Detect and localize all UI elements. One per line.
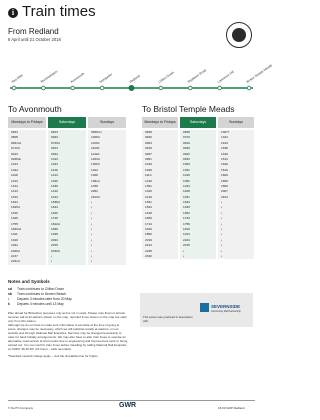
departure-time: 1652 [183, 210, 190, 215]
departure-time: • [91, 243, 93, 248]
departure-time: 2144 [145, 243, 152, 248]
departure-time: 1044 [51, 162, 58, 167]
departure-time: 1320 [145, 189, 152, 194]
route-stop-marker [159, 86, 163, 90]
departure-time: 1308 [91, 173, 98, 178]
departure-time: 1913 [183, 232, 190, 237]
departure-time: 2019 [145, 237, 152, 242]
departure-time: 1203d [91, 156, 100, 161]
departure-time: 1340 [51, 178, 58, 183]
departure-time: 0943 [51, 135, 58, 140]
departure-time: 0710d [11, 146, 20, 151]
route-stop-label: Montpelier [98, 72, 114, 84]
departure-time: 1013 [51, 156, 58, 161]
departure-time: 1809 [221, 183, 228, 188]
note-item: cd Train continues to Clifton Down [8, 287, 64, 291]
departure-time: 0723 [183, 135, 190, 140]
right-header-sat: Saturdays [180, 117, 216, 128]
departure-time: • [91, 259, 93, 264]
route-stop-marker [129, 85, 134, 90]
page-title: Train times [22, 3, 96, 20]
departure-time: • [91, 227, 93, 232]
departure-time: 1213 [51, 173, 58, 178]
route-stop-marker [42, 86, 46, 90]
route-stop-label: Bristol Temple Meads [245, 63, 273, 84]
departure-time: • [221, 210, 223, 215]
departure-time: 2231d [11, 259, 20, 264]
severnside-logo-icon [200, 303, 209, 312]
departure-time: 0634 [11, 130, 18, 134]
departure-time: 1733 [183, 216, 190, 221]
departure-time: 1003 [183, 162, 190, 167]
notes-title: Notes and Symbols [8, 279, 50, 284]
departure-time: 1626 [221, 162, 228, 167]
departure-time: 2224 [183, 237, 190, 242]
left-mf-column [8, 130, 46, 265]
departure-time: 1634 [183, 200, 190, 205]
departure-time: • [91, 232, 93, 237]
departure-time: • [51, 259, 53, 264]
right-sat-column [180, 130, 216, 259]
departure-time: 1451 [183, 194, 190, 199]
departure-time: • [91, 253, 93, 258]
sponsor-logo-subtext: Community Rail Partnership [211, 310, 241, 313]
departure-time: 1618 [145, 210, 152, 215]
departure-time: • [221, 232, 223, 237]
departure-time: • [183, 253, 185, 258]
departure-time: 1944 [11, 243, 18, 248]
footer-left: © NorTh Company [8, 406, 34, 410]
departure-time: 1019 [145, 162, 152, 167]
departure-time: 1443 [221, 140, 228, 145]
departure-time: 1839 [51, 227, 58, 232]
departure-time: 1945 [51, 232, 58, 237]
departure-time: 0944 [51, 151, 58, 156]
gwr-logo: GWR [119, 402, 137, 409]
departure-time: 1404 [91, 167, 98, 172]
departure-time: 1408 [183, 189, 190, 194]
left-header-sun: Sundays [88, 117, 126, 128]
departure-time: 1911 [11, 232, 18, 237]
departure-time: 1142d [91, 151, 100, 156]
departure-time: 1319 [145, 178, 152, 183]
departure-time: 2103d [91, 194, 100, 199]
departure-time: 1381d [91, 178, 100, 183]
right-section-heading: To Bristol Temple Meads [142, 104, 235, 114]
departure-time: 2103 [221, 194, 228, 199]
route-stop-label: Lawrence Hill [216, 69, 235, 84]
departure-time: 1426 [221, 151, 228, 156]
departure-time: • [221, 216, 223, 221]
departure-time: 1307f [221, 130, 229, 134]
departure-time: 1714 [145, 221, 152, 226]
date-range: 8 April until 21 October 2018 [8, 37, 61, 42]
departure-time: • [221, 248, 223, 253]
departure-time: 2238 [145, 248, 152, 253]
departure-time: 1625d [11, 205, 20, 210]
departure-time: 1419 [145, 194, 152, 199]
info-icon: i [8, 8, 18, 18]
departure-time: • [91, 200, 93, 205]
departure-time: 1339 [51, 183, 58, 188]
departure-time: 1812d [51, 221, 60, 226]
departure-time: 1819 [145, 227, 152, 232]
departure-time: 1049 [145, 167, 152, 172]
departure-time: 1759 [183, 221, 190, 226]
departure-time: 0808 [11, 135, 18, 140]
departure-time: 1524 [145, 205, 152, 210]
departure-time: 1444 [51, 194, 58, 199]
departure-time: 1108 [11, 173, 18, 178]
left-sat-column [48, 130, 86, 265]
note-item: k Departs 4 minutes until 13 May [8, 302, 64, 306]
departure-time: • [183, 248, 185, 253]
departure-time: • [91, 221, 93, 226]
departure-time: 1659 [221, 178, 228, 183]
departure-time: 1513 [221, 156, 228, 161]
departure-time: 1224 [183, 183, 190, 188]
route-stop-label: Avonmouth [69, 71, 85, 84]
departure-time: 0846 [145, 135, 152, 140]
departure-time: 1646 [11, 216, 18, 221]
departure-time: 2315 [183, 243, 190, 248]
route-stop-marker [100, 86, 104, 90]
departure-time: 1451 [145, 200, 152, 205]
notes-paragraph: Although we do our best to make sure information is accurate at the time of going to press, changes may be necessary, which we will publicise locally at stations, on our website and through National Rail Enquiries. Services may be changed temporarily to cater for bank holiday arrangements. We may also have to alter train times or operate an alternative road service at short notice due to engineering and improvement work or being carried out. You can confirm train times before travelling by calling National Rail Enquiries on 03457 48 49 50* (24 hours – calls recorded). [8, 323, 128, 351]
note-item: • Departs 3 minutes later from 20 May [8, 297, 72, 301]
departure-time: 0913 [51, 146, 58, 151]
departure-time: 1513 [11, 194, 18, 199]
departure-time: 1538d [51, 200, 60, 205]
departure-time: 1044 [11, 167, 18, 172]
departure-time: 0813 [51, 130, 58, 134]
route-stop-label: Clifton Down [157, 70, 175, 84]
right-mf-column [142, 130, 178, 259]
departure-time: 0904 [145, 140, 152, 145]
departure-time: 1344 [221, 135, 228, 140]
departure-time: 0922 [183, 151, 190, 156]
footer-divider [8, 400, 255, 401]
departure-time: 1516 [11, 210, 18, 215]
left-header-sat: Saturdays [48, 117, 86, 128]
footer-right: 18.00 GRP Redland [218, 406, 245, 410]
departure-time: 1031 [183, 167, 190, 172]
departure-time: 1746 [51, 216, 58, 221]
departure-time: 1008d [91, 135, 100, 140]
left-header-mf: Mondays to Fridays [8, 117, 46, 128]
partnership-logo-icon [226, 22, 252, 48]
sponsor-text: This poster was produced in association with: [143, 315, 193, 323]
departure-time: 1139 [51, 167, 58, 172]
departure-time: 1850 [145, 232, 152, 237]
notes-footnote: *Standard network charge apply – visit the timetables line for higher. [8, 354, 99, 358]
route-stop-label: Stapleton Road [186, 68, 208, 84]
departure-time: • [221, 237, 223, 242]
departure-time: 1645 [183, 205, 190, 210]
left-section-heading: To Avonmouth [8, 104, 62, 114]
departure-time: • [91, 237, 93, 242]
sponsor-logo-text: SEVERNSIDE [211, 304, 241, 309]
route-stop-label: Shirehampton [40, 69, 59, 84]
departure-time: 0933 [183, 156, 190, 161]
route-stop-marker [247, 86, 251, 90]
departure-time: 1640 [51, 210, 58, 215]
departure-time: 1458 [91, 183, 98, 188]
left-sun-column [88, 130, 126, 265]
departure-time: 0937 [145, 151, 152, 156]
departure-time: 1306d [91, 162, 100, 167]
departure-time: 1830cd [11, 227, 22, 232]
departure-time: 1910 [11, 237, 18, 242]
route-stop-marker [12, 86, 16, 90]
station-subtitle: From Redland [8, 27, 59, 36]
note-item: sb Train continues to Severn Beach [8, 292, 67, 296]
departure-time: • [221, 221, 223, 226]
departure-time: 0819 [183, 140, 190, 145]
route-stop-label: Sea Mills [10, 73, 24, 84]
departure-time: • [91, 205, 93, 210]
departure-time: 1113 [145, 173, 152, 178]
departure-time: 2155 [51, 243, 58, 248]
departure-time: 2340 [145, 253, 152, 258]
departure-time: 2046d [11, 248, 20, 253]
departure-time: 1314 [11, 183, 18, 188]
departure-time: 1819 [183, 227, 190, 232]
departure-time: • [221, 205, 223, 210]
departure-time: 1213 [11, 178, 18, 183]
departure-time: 1013 [11, 162, 18, 167]
departure-time: 1103d [91, 140, 100, 145]
right-header-sun: Sundays [218, 117, 254, 128]
departure-time: 1609 [221, 173, 228, 178]
departure-time: 0828 [145, 130, 152, 134]
departure-time: 2330d [51, 248, 60, 253]
departure-time: 0951 [145, 156, 152, 161]
departure-time: 1538 [221, 146, 228, 151]
departure-time: • [221, 227, 223, 232]
departure-time: 2007 [221, 189, 228, 194]
notes-paragraph: Plan ahead for Bristol(no) purposes only and is not in scale. Please note that not all train services call at all stations shown on the map, reported times shown on the map are valid only from this station. [8, 311, 127, 323]
departure-time: 0729d [51, 140, 60, 145]
departure-time: 0848 [183, 130, 190, 134]
departure-time: 1644 [11, 200, 18, 205]
route-stop-label: Redland [128, 73, 141, 84]
departure-time: 0919 [145, 146, 152, 151]
departure-time: • [51, 253, 53, 258]
route-stop-marker [188, 86, 192, 90]
departure-time: 1052 [183, 178, 190, 183]
departure-time: 2043 [51, 237, 58, 242]
departure-time: 1351 [145, 183, 152, 188]
departure-time: 0936ck [11, 156, 21, 161]
departure-time: • [91, 210, 93, 215]
departure-time: 1413 [11, 189, 18, 194]
departure-time: 1755 [11, 221, 18, 226]
route-stop-marker [71, 86, 75, 90]
departure-time: • [91, 216, 93, 221]
departure-time: • [91, 248, 93, 253]
departure-time: 1644 [51, 205, 58, 210]
departure-time: 0913 [11, 151, 18, 156]
departure-time: 2137 [11, 253, 18, 258]
departure-time: • [221, 200, 223, 205]
departure-time: 1650 [145, 216, 152, 221]
departure-time: 1019 [183, 173, 190, 178]
departure-time: • [221, 243, 223, 248]
departure-time: 0830 [183, 146, 190, 151]
departure-time: 1103d [91, 146, 100, 151]
departure-time: 0958d c [91, 130, 103, 134]
departure-time: 2063 [91, 189, 98, 194]
right-sun-column [218, 130, 254, 259]
departure-time: 1616 [221, 167, 228, 172]
departure-time: 0841cd [11, 140, 22, 145]
departure-time: 1412 [51, 189, 58, 194]
right-header-mf: Mondays to Fridays [142, 117, 178, 128]
route-stop-marker [218, 86, 222, 90]
departure-time: • [221, 253, 223, 258]
